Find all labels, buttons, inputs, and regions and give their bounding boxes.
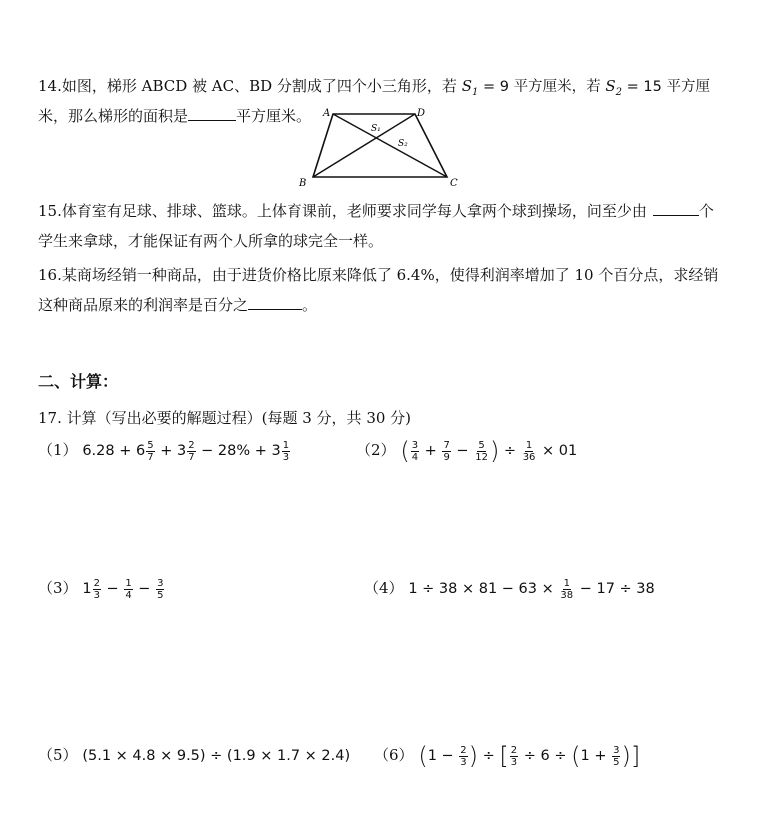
vertex-d-label: D [417,108,426,119]
problem-4-label: （4） [364,579,404,597]
problem-1 [38,439,291,463]
problem-6 [374,744,640,768]
q15-line1 [38,201,714,221]
q16-text-3: 。 [302,296,318,314]
problem-6-expr: (1 − $\frac{2}{3}$ ) ÷ [ $\frac{2}{3}$ ÷ 6 ÷ (1 + $\frac{3}{5}$ )] [418,742,641,770]
q15-line2 [38,231,383,251]
problem-3-label: （3） [38,579,78,597]
diagonal-ac [333,114,447,177]
q16-text-2: 这种商品原来的利润率是百分之 [38,296,249,314]
q16-text-1: 16.某商场经销一种商品，由于进货价格比原来降低了 6.4%，使得利润率增加了 10 个百分点，求经销 [38,266,719,284]
problem-6-label: （6） [374,746,414,764]
s2-value: = 15 平方厘 [622,79,710,95]
s1-value: = 9 平方厘米，若 [478,79,601,95]
problem-5 [38,744,350,765]
problem-1-expr: 6.28 + 6 $\frac{5}{7}$ + 3 $\frac{2}{7}$ − 28% + 3 $\frac{1}{3}$ [82,439,290,463]
q15-text-1: 15.体育室有足球、排球、篮球。上体育课前，老师要求同学每人拿两个球到操场，问至少由 [38,202,647,220]
problem-3 [38,577,165,601]
problem-2 [356,439,577,463]
problem-2-expr: ( $\frac{3}{4}$ + $\frac{7}{9}$ − $\frac{5}{12}$ ) ÷ $\frac{1}{36}$ × 01 [400,437,578,465]
vertex-b-label: B [299,178,307,187]
problem-4-expr: 1 ÷ 38 × 81 − 63 × $\frac{1}{38}$ − 17 ÷ 38 [408,577,655,601]
q14-text-1: 14.如图，梯形 ABCD 被 AC、BD 分割成了四个小三角形，若 [38,77,457,95]
answer-blank-16[interactable] [248,295,302,310]
s2-label: S₂ [398,139,408,149]
s2-symbol: $S_2$ [605,77,623,98]
q17-intro: 17. 计算（写出必要的解题过程）(每题 3 分，共 30 分) [38,409,412,427]
problem-4 [364,577,655,601]
problem-1-label: （1） [38,441,78,459]
q14-text-2: 米，那么梯形的面积是 [38,107,189,125]
problem-2-label: （2） [356,441,396,459]
problem-5-expr: (5.1 × 4.8 × 9.5) ÷ (1.9 × 1.7 × 2.4) [82,748,351,764]
trapezoid-diagram [295,105,465,187]
s1-label: S₁ [371,124,381,134]
problem-3-expr: 1 $\frac{2}{3}$ − $\frac{1}{4}$ − $\frac{3}{5}$ [82,577,164,601]
q15-text-2: 个 [698,202,714,220]
answer-blank-15[interactable] [653,201,699,216]
q14-line2 [38,106,311,126]
answer-blank-14[interactable] [188,106,236,121]
section-heading: 二、计算： [38,372,119,391]
vertex-a-label: A [323,108,331,119]
q16-line1 [38,265,718,285]
q15-text-3: 学生来拿球，才能保证有两个人所拿的球完全一样。 [38,232,384,250]
vertex-c-label: C [450,178,458,187]
problem-5-label: （5） [38,746,78,764]
q14-line1 [38,76,710,103]
s1-symbol: $S_1$ [461,77,479,98]
q16-line2 [38,295,317,315]
q14-text-3: 平方厘米。 [236,107,312,125]
